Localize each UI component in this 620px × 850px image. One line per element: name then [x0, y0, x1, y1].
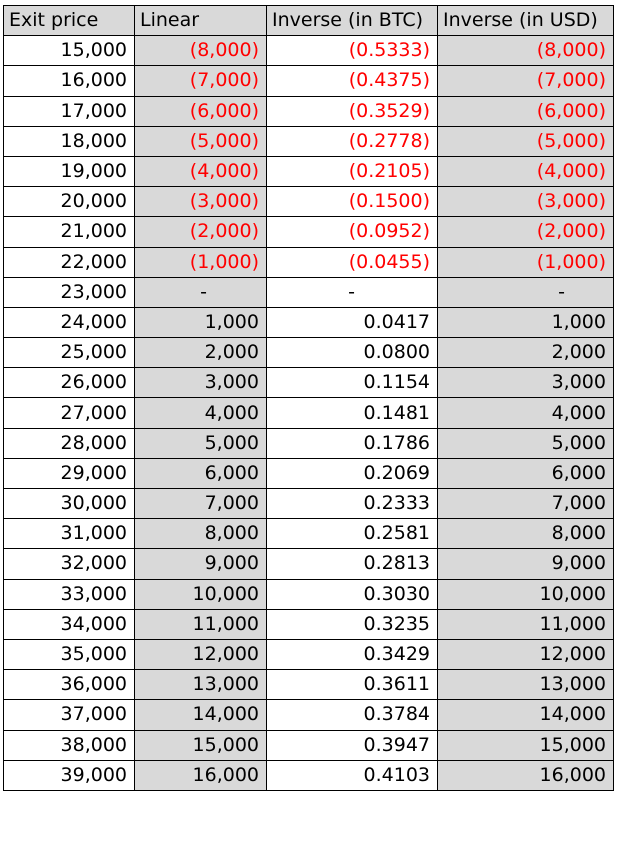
header-cell-inverse-usd[interactable]: Inverse (in USD)	[438, 6, 614, 36]
table-row	[4, 156, 614, 186]
cell-exit-price[interactable]: 16,000	[4, 66, 135, 96]
header-cell-inverse-btc[interactable]: Inverse (in BTC)	[267, 6, 438, 36]
table-row	[4, 549, 614, 579]
cell-linear[interactable]: 2,000	[135, 338, 267, 368]
cell-exit-price[interactable]: 33,000	[4, 579, 135, 609]
cell-inverse-usd[interactable]: (1,000)	[438, 247, 614, 277]
cell-linear[interactable]: 11,000	[135, 609, 267, 639]
cell-inverse-btc[interactable]: 0.2069	[267, 458, 438, 488]
cell-inverse-usd[interactable]: 2,000	[438, 338, 614, 368]
cell-linear[interactable]: 9,000	[135, 549, 267, 579]
cell-inverse-usd[interactable]: 14,000	[438, 700, 614, 730]
cell-exit-price[interactable]: 24,000	[4, 307, 135, 337]
table-row	[4, 187, 614, 217]
table-row	[4, 639, 614, 669]
table-row	[4, 96, 614, 126]
cell-inverse-btc[interactable]: 0.3611	[267, 670, 438, 700]
cell-inverse-usd[interactable]: 12,000	[438, 639, 614, 669]
cell-linear[interactable]: 7,000	[135, 489, 267, 519]
cell-linear[interactable]: 3,000	[135, 368, 267, 398]
table-row	[4, 458, 614, 488]
cell-exit-price[interactable]: 20,000	[4, 187, 135, 217]
table-row	[4, 368, 614, 398]
cell-inverse-btc[interactable]: 0.0417	[267, 307, 438, 337]
cell-inverse-btc[interactable]: 0.1154	[267, 368, 438, 398]
cell-exit-price[interactable]: 26,000	[4, 368, 135, 398]
cell-inverse-btc[interactable]: (0.2105)	[267, 156, 438, 186]
table-row	[4, 519, 614, 549]
cell-inverse-btc[interactable]: (0.1500)	[267, 187, 438, 217]
cell-inverse-btc[interactable]: 0.0800	[267, 338, 438, 368]
cell-linear[interactable]: 14,000	[135, 700, 267, 730]
cell-linear[interactable]: 12,000	[135, 639, 267, 669]
cell-inverse-usd[interactable]: 11,000	[438, 609, 614, 639]
cell-exit-price[interactable]: 39,000	[4, 760, 135, 790]
header-cell-linear[interactable]: Linear	[135, 6, 267, 36]
cell-inverse-btc[interactable]: 0.1786	[267, 428, 438, 458]
cell-linear[interactable]: (5,000)	[135, 126, 267, 156]
table-row	[4, 66, 614, 96]
table-row	[4, 36, 614, 66]
cell-linear[interactable]: 16,000	[135, 760, 267, 790]
table-row	[4, 579, 614, 609]
table-row	[4, 700, 614, 730]
cell-inverse-btc[interactable]: 0.3235	[267, 609, 438, 639]
cell-exit-price[interactable]: 17,000	[4, 96, 135, 126]
cell-inverse-btc[interactable]: 0.2581	[267, 519, 438, 549]
cell-linear[interactable]: 6,000	[135, 458, 267, 488]
cell-inverse-usd[interactable]: (3,000)	[438, 187, 614, 217]
cell-inverse-btc[interactable]: 0.3947	[267, 730, 438, 760]
cell-inverse-usd[interactable]: (6,000)	[438, 96, 614, 126]
table-row	[4, 307, 614, 337]
cell-inverse-btc[interactable]: 0.1481	[267, 398, 438, 428]
cell-exit-price[interactable]: 38,000	[4, 730, 135, 760]
table-row	[4, 428, 614, 458]
cell-linear[interactable]: 5,000	[135, 428, 267, 458]
table-row	[4, 217, 614, 247]
table-row	[4, 338, 614, 368]
cell-inverse-usd[interactable]: (2,000)	[438, 217, 614, 247]
cell-exit-price[interactable]: 21,000	[4, 217, 135, 247]
cell-linear[interactable]: 1,000	[135, 307, 267, 337]
cell-inverse-usd[interactable]: 13,000	[438, 670, 614, 700]
cell-inverse-usd[interactable]: (4,000)	[438, 156, 614, 186]
table-row	[4, 670, 614, 700]
header-row	[4, 6, 614, 36]
cell-inverse-btc[interactable]: (0.0952)	[267, 217, 438, 247]
cell-inverse-btc[interactable]: 0.2333	[267, 489, 438, 519]
cell-exit-price[interactable]: 34,000	[4, 609, 135, 639]
cell-inverse-usd[interactable]: 16,000	[438, 760, 614, 790]
cell-inverse-btc[interactable]: (0.5333)	[267, 36, 438, 66]
table-row	[4, 609, 614, 639]
cell-exit-price[interactable]: 25,000	[4, 338, 135, 368]
cell-inverse-usd[interactable]: 1,000	[438, 307, 614, 337]
cell-exit-price[interactable]: 32,000	[4, 549, 135, 579]
cell-linear[interactable]: 4,000	[135, 398, 267, 428]
cell-linear[interactable]: (1,000)	[135, 247, 267, 277]
cell-exit-price[interactable]: 23,000	[4, 277, 135, 307]
table-row	[4, 760, 614, 790]
cell-exit-price[interactable]: 27,000	[4, 398, 135, 428]
cell-inverse-usd[interactable]: -	[438, 277, 614, 307]
table-row	[4, 277, 614, 307]
cell-linear[interactable]: (8,000)	[135, 36, 267, 66]
table-row	[4, 730, 614, 760]
cell-inverse-usd[interactable]: (7,000)	[438, 66, 614, 96]
cell-linear[interactable]: (7,000)	[135, 66, 267, 96]
pnl-table	[3, 5, 614, 791]
cell-linear[interactable]: 10,000	[135, 579, 267, 609]
cell-linear[interactable]: 15,000	[135, 730, 267, 760]
cell-exit-price[interactable]: 29,000	[4, 458, 135, 488]
cell-inverse-btc[interactable]: 0.3429	[267, 639, 438, 669]
cell-inverse-usd[interactable]: 4,000	[438, 398, 614, 428]
table-row	[4, 489, 614, 519]
cell-linear[interactable]: (3,000)	[135, 187, 267, 217]
cell-inverse-usd[interactable]: 6,000	[438, 458, 614, 488]
cell-inverse-btc[interactable]: (0.3529)	[267, 96, 438, 126]
cell-linear[interactable]: (2,000)	[135, 217, 267, 247]
cell-inverse-usd[interactable]: (5,000)	[438, 126, 614, 156]
cell-inverse-usd[interactable]: 10,000	[438, 579, 614, 609]
cell-exit-price[interactable]: 30,000	[4, 489, 135, 519]
cell-inverse-btc[interactable]: 0.4103	[267, 760, 438, 790]
table-row	[4, 398, 614, 428]
cell-exit-price[interactable]: 19,000	[4, 156, 135, 186]
cell-inverse-btc[interactable]: 0.3030	[267, 579, 438, 609]
cell-linear[interactable]: -	[135, 277, 267, 307]
cell-linear[interactable]: (6,000)	[135, 96, 267, 126]
cell-inverse-usd[interactable]: 5,000	[438, 428, 614, 458]
table-row	[4, 126, 614, 156]
cell-exit-price[interactable]: 31,000	[4, 519, 135, 549]
cell-inverse-usd[interactable]: 9,000	[438, 549, 614, 579]
cell-inverse-usd[interactable]: 15,000	[438, 730, 614, 760]
cell-exit-price[interactable]: 15,000	[4, 36, 135, 66]
cell-exit-price[interactable]: 22,000	[4, 247, 135, 277]
table-row	[4, 247, 614, 277]
cell-exit-price[interactable]: 18,000	[4, 126, 135, 156]
cell-inverse-btc[interactable]: 0.2813	[267, 549, 438, 579]
cell-exit-price[interactable]: 35,000	[4, 639, 135, 669]
cell-inverse-btc[interactable]: 0.3784	[267, 700, 438, 730]
cell-linear[interactable]: 13,000	[135, 670, 267, 700]
cell-inverse-btc[interactable]: -	[267, 277, 438, 307]
cell-linear[interactable]: 8,000	[135, 519, 267, 549]
cell-exit-price[interactable]: 36,000	[4, 670, 135, 700]
cell-inverse-usd[interactable]: 3,000	[438, 368, 614, 398]
cell-exit-price[interactable]: 28,000	[4, 428, 135, 458]
cell-inverse-btc[interactable]: (0.0455)	[267, 247, 438, 277]
cell-inverse-usd[interactable]: 8,000	[438, 519, 614, 549]
cell-inverse-btc[interactable]: (0.4375)	[267, 66, 438, 96]
cell-linear[interactable]: (4,000)	[135, 156, 267, 186]
cell-inverse-btc[interactable]: (0.2778)	[267, 126, 438, 156]
cell-inverse-usd[interactable]: 7,000	[438, 489, 614, 519]
header-cell-exit-price[interactable]: Exit price	[4, 6, 135, 36]
cell-inverse-usd[interactable]: (8,000)	[438, 36, 614, 66]
cell-exit-price[interactable]: 37,000	[4, 700, 135, 730]
